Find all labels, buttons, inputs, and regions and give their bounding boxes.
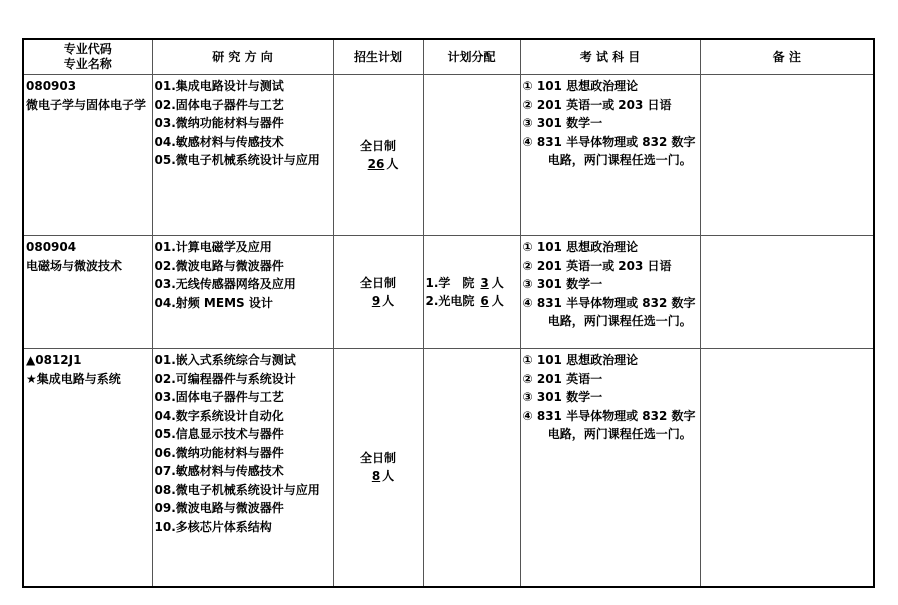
major-code: 080903 bbox=[26, 79, 77, 93]
plan-count: 8 bbox=[371, 469, 381, 484]
exam-item: ① 101 思想政治理论 bbox=[522, 79, 639, 93]
direction-item: 10.多核芯片体系结构 bbox=[154, 519, 272, 534]
major-name: ★集成电路与系统 bbox=[26, 371, 121, 386]
table-row bbox=[23, 75, 874, 236]
direction-item: 06.微纳功能材料与器件 bbox=[154, 445, 284, 460]
header-code-name bbox=[23, 39, 152, 75]
allocation-label: 2.光电院 bbox=[425, 294, 475, 308]
exam-item: ④ 831 半导体物理或 832 数字电路，两门课程任选一门。 bbox=[522, 408, 696, 441]
plan-type: 全日制 bbox=[359, 138, 396, 153]
direction-item: 07.敏感材料与传感技术 bbox=[154, 464, 284, 478]
plan-type: 全日制 bbox=[359, 450, 396, 465]
header-code: 专业代码 bbox=[63, 42, 112, 56]
major-cell bbox=[23, 75, 152, 236]
plan-count-line bbox=[336, 292, 421, 311]
allocation-count: 6 bbox=[480, 294, 489, 308]
direction-item: 02.固体电子器件与工艺 bbox=[154, 97, 284, 112]
plan-type: 全日制 bbox=[359, 275, 396, 290]
exams-cell bbox=[520, 236, 700, 349]
direction-item: 02.可编程器件与系统设计 bbox=[154, 371, 296, 386]
direction-item: 03.固体电子器件与工艺 bbox=[154, 390, 284, 404]
direction-item: 04.射频 MEMS 设计 bbox=[154, 295, 273, 310]
plan-unit: 人 bbox=[386, 157, 399, 171]
plan-cell bbox=[333, 349, 423, 587]
allocation-count: 3 bbox=[480, 275, 489, 290]
allocation-label: 1.学 院 bbox=[425, 275, 475, 290]
major-name: 微电子学与固体电子学 bbox=[26, 97, 147, 112]
exam-item: ① 101 思想政治理论 bbox=[522, 353, 639, 367]
plan-unit: 人 bbox=[382, 294, 395, 308]
direction-item: 01.集成电路设计与测试 bbox=[154, 79, 284, 93]
exam-item: ④ 831 半导体物理或 832 数字电路，两门课程任选一门。 bbox=[522, 134, 696, 167]
plan-unit: 人 bbox=[382, 469, 395, 484]
direction-item: 03.无线传感器网络及应用 bbox=[154, 277, 296, 291]
header-direction: 研 究 方 向 bbox=[152, 39, 333, 75]
plan-count-line bbox=[336, 155, 421, 174]
note-cell bbox=[700, 75, 874, 236]
major-cell bbox=[23, 349, 152, 587]
exam-item: ② 201 英语一或 203 日语 bbox=[522, 97, 672, 112]
allocation-unit: 人 bbox=[491, 275, 504, 290]
header-name: 专业名称 bbox=[63, 57, 112, 71]
exams-cell bbox=[520, 75, 700, 236]
direction-item: 04.数字系统设计自动化 bbox=[154, 408, 284, 423]
header-allocation: 计划分配 bbox=[423, 39, 520, 75]
allocation-cell bbox=[423, 349, 520, 587]
allocation-cell bbox=[423, 75, 520, 236]
exam-item: ③ 301 数学一 bbox=[522, 116, 603, 130]
direction-item: 03.微纳功能材料与器件 bbox=[154, 116, 284, 130]
major-name: 电磁场与微波技术 bbox=[26, 258, 123, 273]
allocation-item bbox=[426, 292, 518, 311]
direction-item: 09.微波电路与微波器件 bbox=[154, 501, 284, 515]
direction-item: 01.嵌入式系统综合与测试 bbox=[154, 353, 296, 367]
direction-item: 02.微波电路与微波器件 bbox=[154, 258, 284, 273]
exam-item: ④ 831 半导体物理或 832 数字电路，两门课程任选一门。 bbox=[522, 295, 696, 328]
plan-cell bbox=[333, 75, 423, 236]
plan-count: 26 bbox=[367, 157, 385, 171]
exam-item: ① 101 思想政治理论 bbox=[522, 240, 639, 254]
major-code: ▲0812J1 bbox=[26, 353, 82, 367]
plan-cell bbox=[333, 236, 423, 349]
direction-item: 01.计算电磁学及应用 bbox=[154, 240, 272, 254]
allocation-item bbox=[426, 274, 518, 293]
direction-item: 05.微电子机械系统设计与应用 bbox=[154, 153, 320, 167]
header-exam: 考 试 科 目 bbox=[520, 39, 700, 75]
plan-count: 9 bbox=[371, 294, 381, 308]
major-code: 080904 bbox=[26, 240, 77, 254]
allocation-unit: 人 bbox=[491, 294, 504, 308]
allocation-cell bbox=[423, 236, 520, 349]
direction-item: 08.微电子机械系统设计与应用 bbox=[154, 482, 320, 497]
direction-item: 05.信息显示技术与器件 bbox=[154, 427, 284, 441]
header-row bbox=[23, 39, 874, 75]
exam-item: ② 201 英语一 bbox=[522, 371, 603, 386]
directions-cell bbox=[152, 236, 333, 349]
exam-item: ③ 301 数学一 bbox=[522, 390, 603, 404]
note-cell bbox=[700, 236, 874, 349]
admissions-table bbox=[22, 38, 875, 588]
plan-count-line bbox=[336, 467, 421, 486]
header-note: 备 注 bbox=[700, 39, 874, 75]
direction-item: 04.敏感材料与传感技术 bbox=[154, 134, 284, 149]
directions-cell bbox=[152, 75, 333, 236]
exams-cell bbox=[520, 349, 700, 587]
note-cell bbox=[700, 349, 874, 587]
exam-item: ② 201 英语一或 203 日语 bbox=[522, 258, 672, 273]
exam-item: ③ 301 数学一 bbox=[522, 277, 603, 291]
table-row bbox=[23, 236, 874, 349]
header-plan: 招生计划 bbox=[333, 39, 423, 75]
major-cell bbox=[23, 236, 152, 349]
directions-cell bbox=[152, 349, 333, 587]
table-row bbox=[23, 349, 874, 587]
